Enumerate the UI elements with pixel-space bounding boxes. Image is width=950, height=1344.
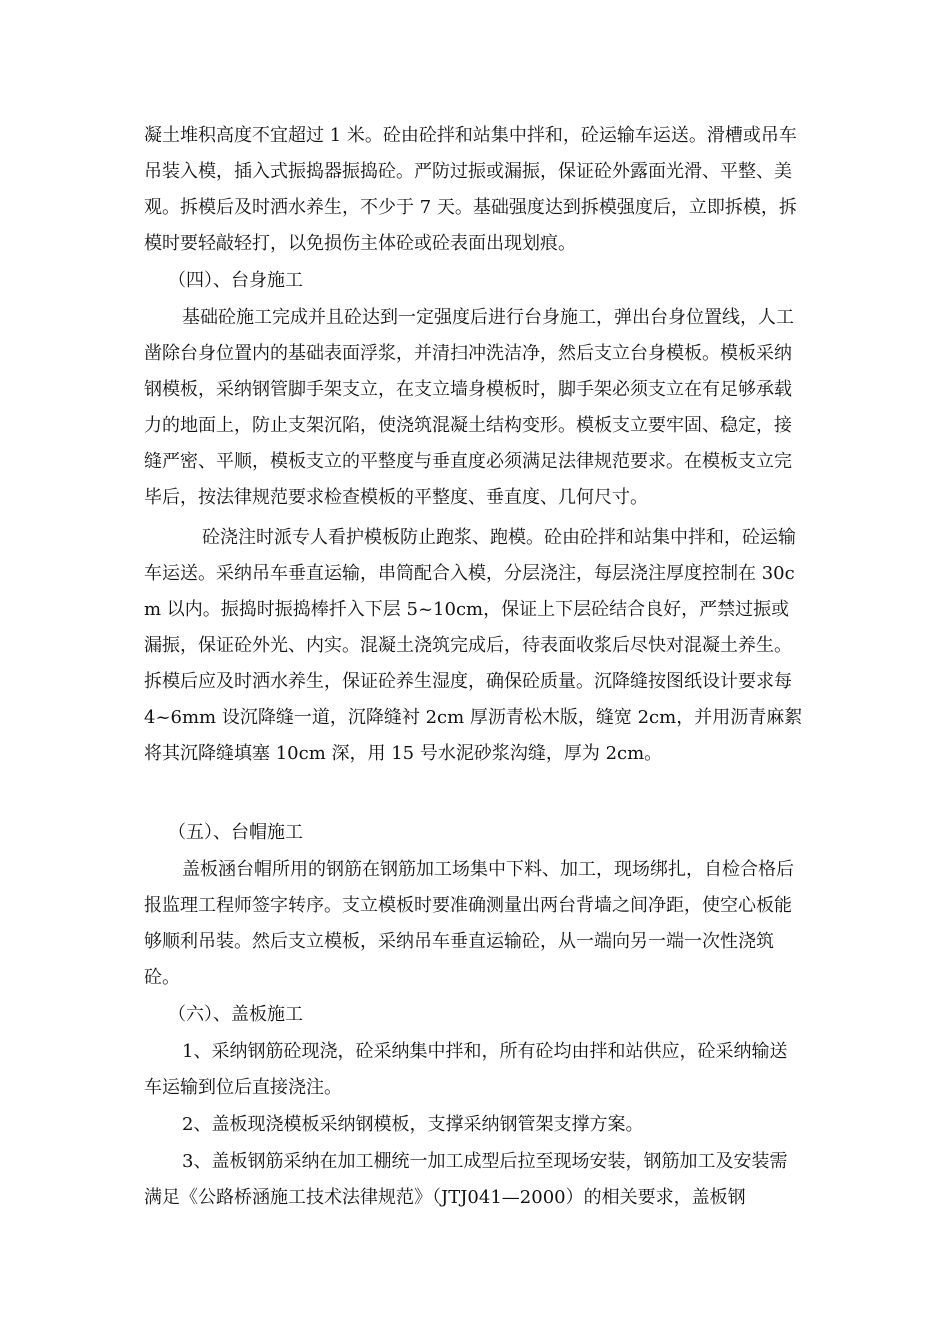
section-heading-6: （六）、盖板施工	[168, 1004, 303, 1025]
paragraph-continuation: 凝土堆积高度不宜超过 1 米。砼由砼拌和站集中拌和，砼运输车运送。滑槽或吊车吊装入模，插入式振捣器振捣砼。严防过振或漏振，保证砼外露面光滑、平整、美观。拆模后及时洒水养生，不少于 7 天。基础强度达到拆模强度后，立即拆模，拆模时要轻敲轻打，以免损伤主体砼或砼表面出现划痕。	[144, 125, 797, 254]
paragraph-abutment-body: 基础砼施工完成并且砼达到一定强度后进行台身施工，弹出台身位置线，人工凿除台身位置内的基础表面浮浆，并清扫冲洗洁净，然后支立台身模板。模板采纳钢模板，采纳钢管脚手架支立，在支立墙身模板时，脚手架必须支立在有足够承载力的地面上，防止支架沉陷，使浇筑混凝土结构变形。模板支立要牢固、稳定，接缝严密、平顺，模板支立的平整度与垂直度必须满足法律规范要求。在模板支立完毕后，按法律规范要求检查模板的平整度、垂直度、几何尺寸。	[144, 307, 794, 508]
paragraph-concrete-pouring: 砼浇注时派专人看护模板防止跑浆、跑模。砼由砼拌和站集中拌和，砼运输车运送。采纳吊车垂直运输，串筒配合入模，分层浇注，每层浇注厚度控制在 30cm 以内。振捣时振捣棒扦入下层 5~10cm，保证上下层砼结合良好，严禁过振或漏振，保证砼外光、内实。混凝土浇筑完成后，待表面收浆后尽快对混凝土养生。拆模后应及时洒水养生，保证砼养生湿度，确保砼质量。沉降缝按图纸设计要求每 4~6mm 设沉降缝一道，沉降缝衬 2cm 厚沥青松木版，缝宽 2cm，并用沥青麻絮将其沉降缝填塞 10cm 深，用 15 号水泥砂浆沟缝，厚为 2cm。	[144, 527, 803, 764]
paragraph-cap-construction: 盖板涵台帽所用的钢筋在钢筋加工场集中下料、加工，现场绑扎，自检合格后报监理工程师签字转序。支立模板时要准确测量出两台背墙之间净距，使空心板能够顺利吊装。然后支立模板，采纳吊车垂直运输砼，从一端向另一端一次性浇筑砼。	[144, 859, 794, 988]
list-item-2: 2、盖板现浇模板采纳钢模板，支撑采纳钢管架支撑方案。	[182, 1114, 644, 1135]
section-heading-5: （五）、台帽施工	[168, 822, 303, 843]
list-item-1: 1、采纳钢筋砼现浇，砼采纳集中拌和，所有砼均由拌和站供应，砼采纳输送车运输到位后直接浇注。	[144, 1041, 788, 1098]
list-item-3: 3、盖板钢筋采纳在加工棚统一加工成型后拉至现场安装，钢筋加工及安装需满足《公路桥涵施工技术法律规范》（JTJ041—2000）的相关要求，盖板钢	[144, 1151, 788, 1208]
section-heading-4: （四）、台身施工	[168, 270, 303, 291]
